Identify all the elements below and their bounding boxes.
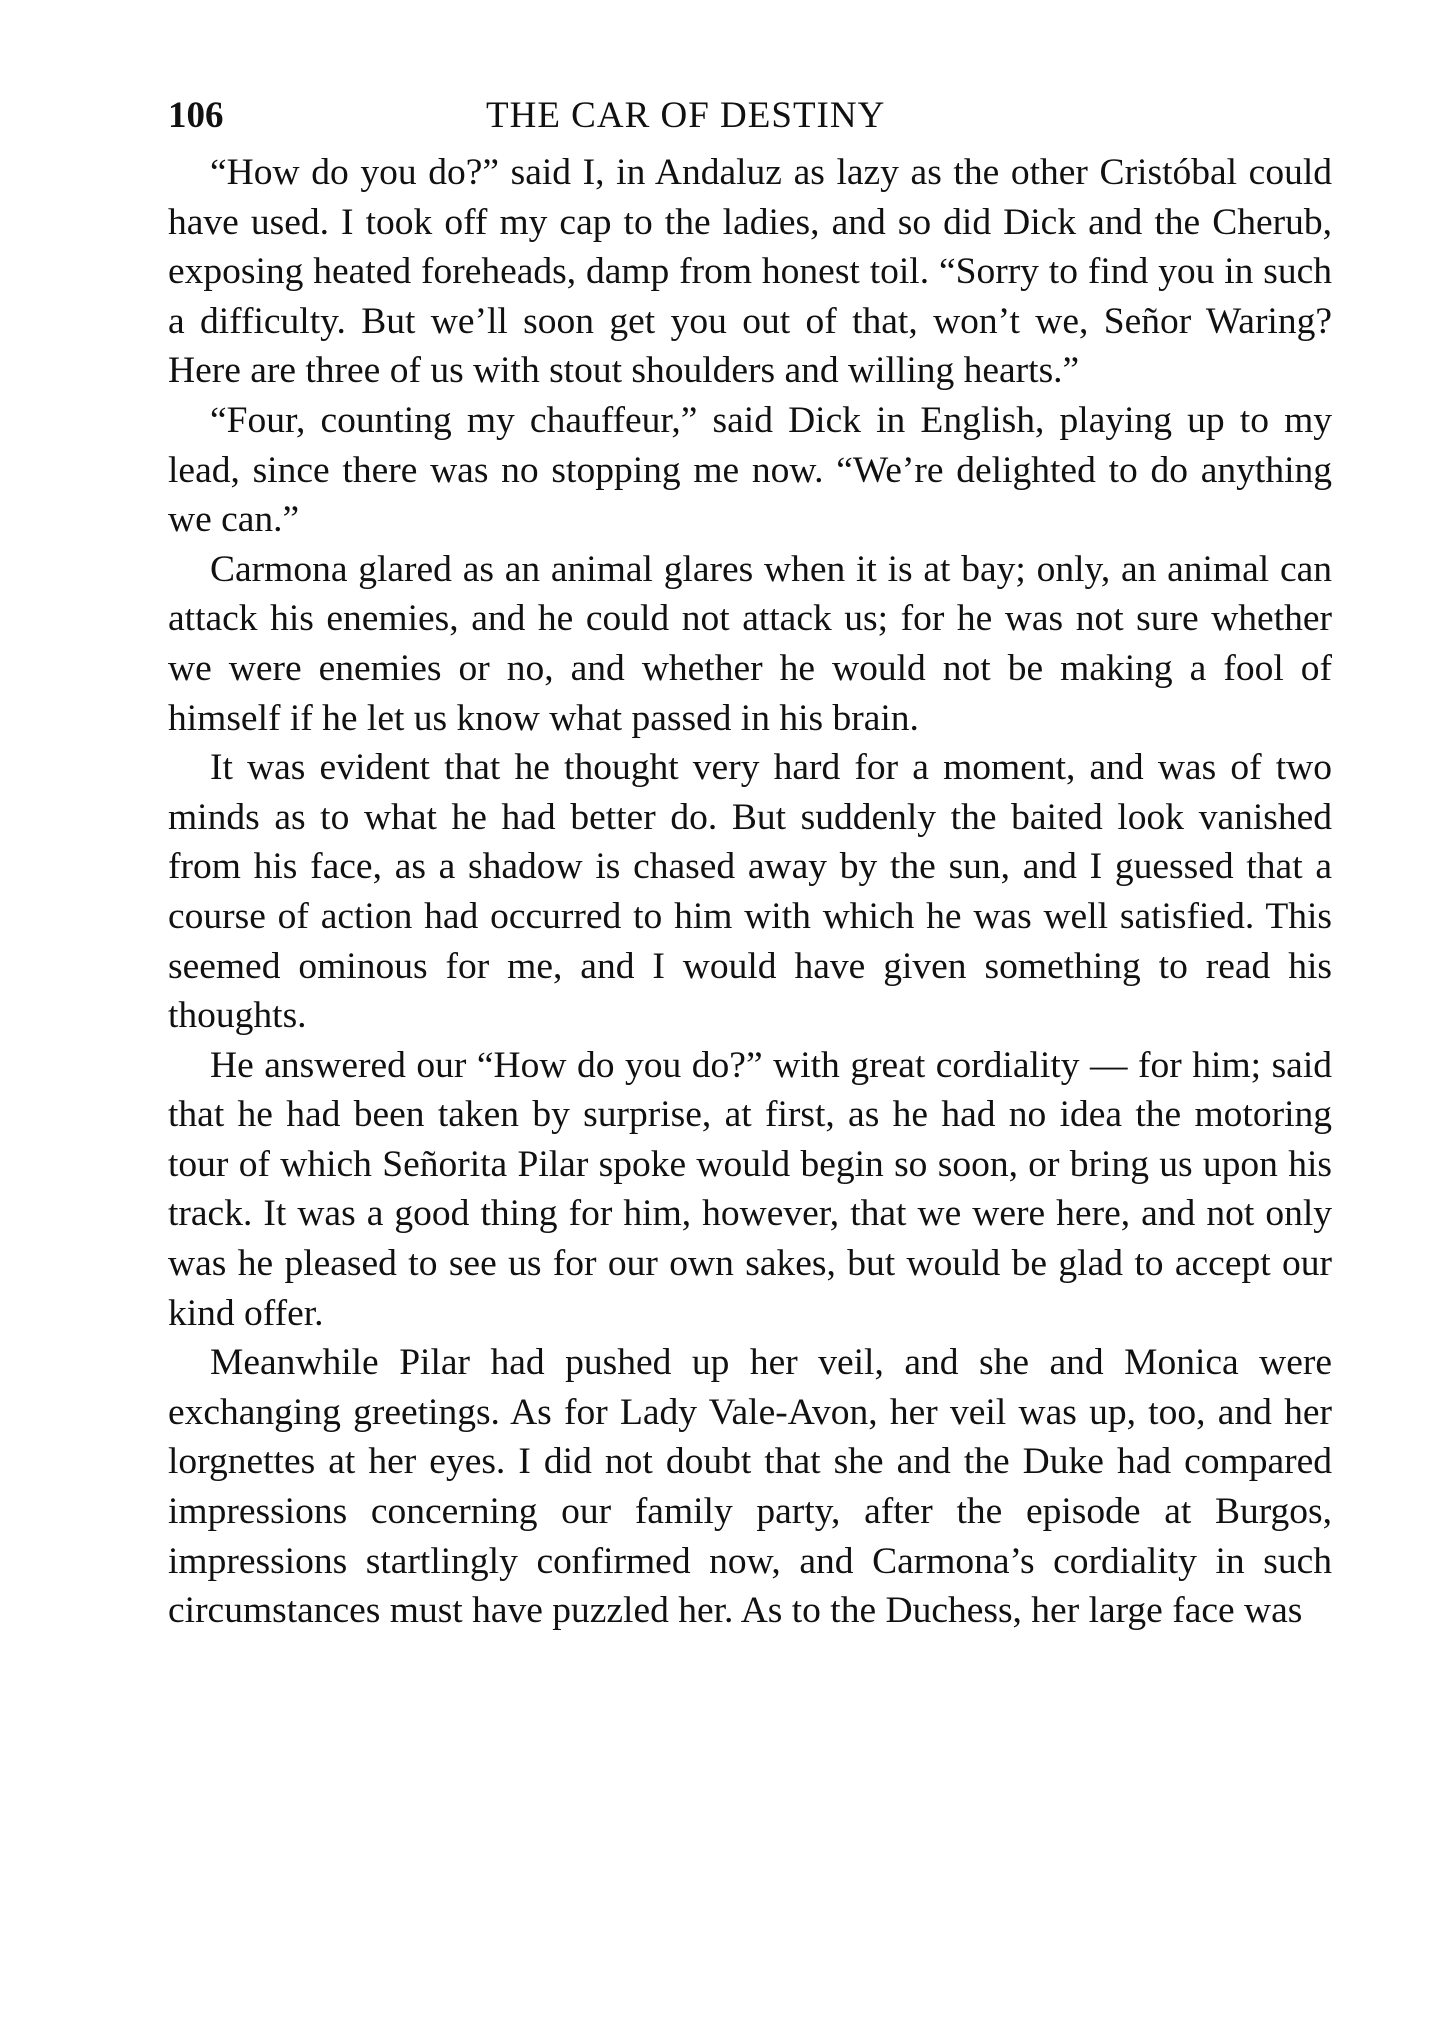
running-head bbox=[168, 86, 1332, 146]
running-title: THE CAR OF DESTINY bbox=[486, 95, 886, 136]
body-text bbox=[168, 148, 1332, 1636]
paragraph: He answered our “How do you do?” with great cordiality — for him; said that he had been taken by surprise, at first, as he had no idea the motoring tour of which Señorita Pilar spoke would begin so soon, or bring us upon his track. It was a good thing for him, however, that we were here, and not only was he pleased to see us for our own sakes, but would be glad to accept our kind offer. bbox=[168, 1044, 1332, 1334]
paragraph: “How do you do?” said I, in Andaluz as lazy as the other Cristóbal could have used. I took off my cap to the ladies, and so did Dick and the Cherub, exposing heated foreheads, damp from honest toil. “Sorry to find you in such a difficulty. But we’ll soon get you out of that, won’t we, Señor Waring? Here are three of us with stout shoulders and willing hearts.” bbox=[168, 152, 1332, 392]
page-number: 106 bbox=[168, 95, 224, 136]
paragraph: It was evident that he thought very hard for a moment, and was of two minds as to what he had better do. But suddenly the baited look vanished from his face, as a shadow is chased away by the sun, and I guessed that a course of action had occurred to him with which he was well satisfied. This seemed ominous for me, and I would have given something to read his thoughts. bbox=[168, 747, 1332, 1037]
paragraph: “Four, counting my chauffeur,” said Dick in English, playing up to my lead, since there was no stopping me now. “We’re delighted to do anything we can.” bbox=[168, 399, 1332, 541]
paragraph: Carmona glared as an animal glares when it is at bay; only, an animal can attack his enemies, and he could not attack us; for he was not sure whether we were enemies or no, and whether he would not be making a fool of himself if he let us know what passed in his brain. bbox=[168, 548, 1332, 739]
paragraph: Meanwhile Pilar had pushed up her veil, and she and Monica were exchanging greetings. As for Lady Vale-Avon, her veil was up, too, and her lorgnettes at her eyes. I did not doubt that she and the Duke had compared impressions concerning our family party, after the episode at Burgos, impressions startlingly confirmed now, and Carmona’s cordiality in such circumstances must have puzzled her. As to the Duchess, her large face was bbox=[168, 1342, 1332, 1632]
